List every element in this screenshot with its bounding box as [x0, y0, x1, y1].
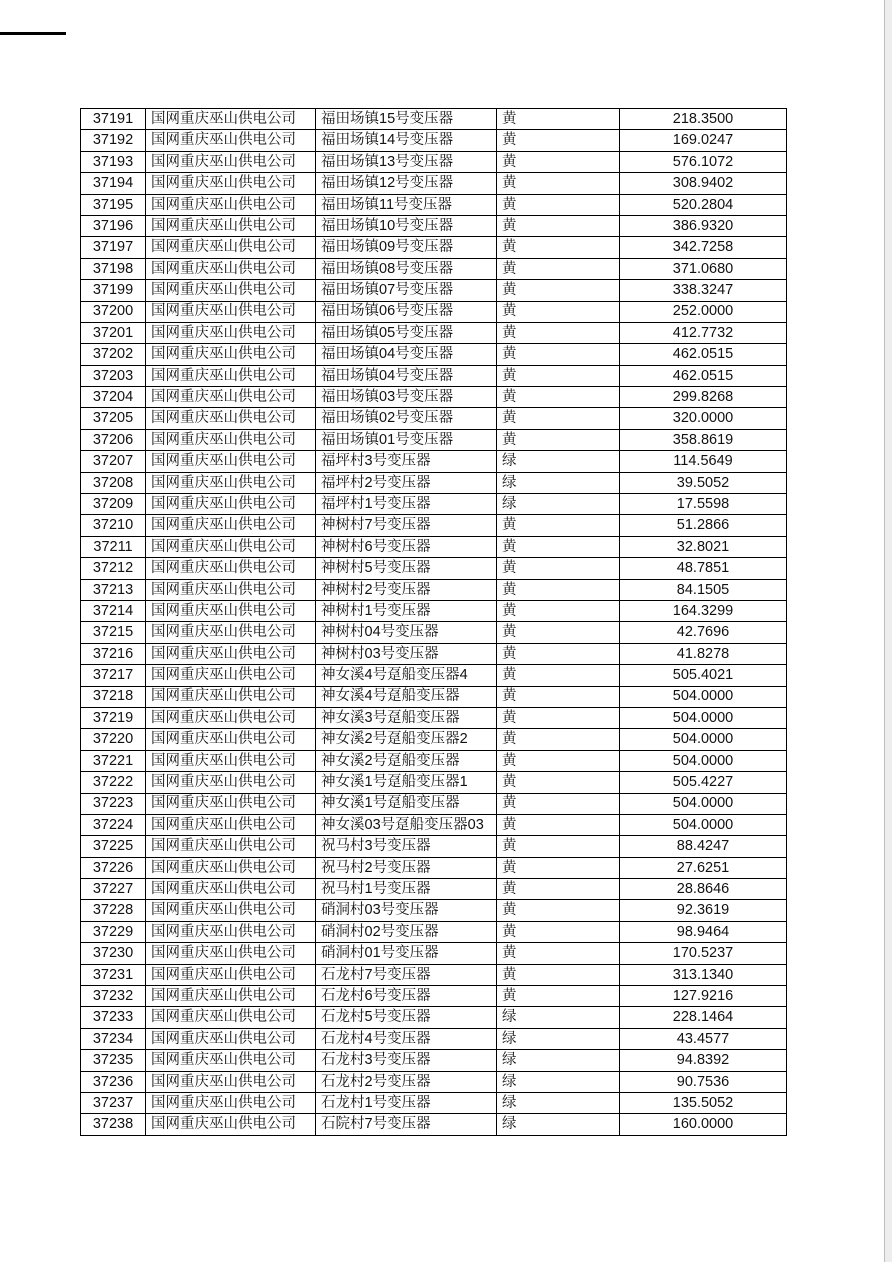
cell-device: 福坪村1号变压器 [316, 494, 497, 515]
table-row [81, 986, 787, 1007]
table-row [81, 387, 787, 408]
cell-status: 黄 [497, 215, 620, 236]
table-row [81, 194, 787, 215]
cell-device: 硝洞村02号变压器 [316, 921, 497, 942]
cell-company: 国网重庆巫山供电公司 [146, 429, 316, 450]
cell-company: 国网重庆巫山供电公司 [146, 408, 316, 429]
cell-status: 黄 [497, 793, 620, 814]
table-row [81, 215, 787, 236]
cell-device: 神女溪4号趸船变压器 [316, 686, 497, 707]
cell-status: 绿 [497, 1050, 620, 1071]
cell-company: 国网重庆巫山供电公司 [146, 130, 316, 151]
cell-status: 黄 [497, 921, 620, 942]
cell-status: 黄 [497, 558, 620, 579]
table-row [81, 109, 787, 130]
cell-device: 福坪村3号变压器 [316, 451, 497, 472]
cell-value: 164.3299 [620, 600, 787, 621]
table-row [81, 472, 787, 493]
cell-status: 黄 [497, 280, 620, 301]
cell-company: 国网重庆巫山供电公司 [146, 451, 316, 472]
cell-device: 福田场镇14号变压器 [316, 130, 497, 151]
cell-status: 绿 [497, 1071, 620, 1092]
cell-company: 国网重庆巫山供电公司 [146, 258, 316, 279]
cell-value: 169.0247 [620, 130, 787, 151]
cell-device: 神树村5号变压器 [316, 558, 497, 579]
cell-status: 绿 [497, 494, 620, 515]
cell-value: 32.8021 [620, 536, 787, 557]
cell-value: 371.0680 [620, 258, 787, 279]
cell-id: 37223 [81, 793, 146, 814]
cell-value: 462.0515 [620, 344, 787, 365]
cell-device: 石龙村7号变压器 [316, 964, 497, 985]
cell-status: 绿 [497, 451, 620, 472]
cell-value: 39.5052 [620, 472, 787, 493]
cell-value: 320.0000 [620, 408, 787, 429]
cell-status: 黄 [497, 173, 620, 194]
table-row [81, 964, 787, 985]
table-body [81, 109, 787, 1136]
cell-id: 37200 [81, 301, 146, 322]
cell-value: 358.8619 [620, 429, 787, 450]
table-row [81, 151, 787, 172]
cell-status: 黄 [497, 237, 620, 258]
table-row [81, 772, 787, 793]
cell-id: 37220 [81, 729, 146, 750]
cell-id: 37205 [81, 408, 146, 429]
cell-device: 福田场镇13号变压器 [316, 151, 497, 172]
cell-status: 绿 [497, 1007, 620, 1028]
cell-value: 505.4227 [620, 772, 787, 793]
cell-value: 94.8392 [620, 1050, 787, 1071]
cell-id: 37222 [81, 772, 146, 793]
cell-value: 42.7696 [620, 622, 787, 643]
cell-status: 黄 [497, 536, 620, 557]
table-row [81, 280, 787, 301]
cell-company: 国网重庆巫山供电公司 [146, 986, 316, 1007]
cell-id: 37198 [81, 258, 146, 279]
cell-value: 43.4577 [620, 1028, 787, 1049]
cell-id: 37233 [81, 1007, 146, 1028]
table-row [81, 622, 787, 643]
cell-status: 黄 [497, 322, 620, 343]
cell-value: 412.7732 [620, 322, 787, 343]
table-row [81, 686, 787, 707]
cell-company: 国网重庆巫山供电公司 [146, 921, 316, 942]
cell-value: 160.0000 [620, 1114, 787, 1135]
cell-value: 127.9216 [620, 986, 787, 1007]
cell-device: 神女溪3号趸船变压器 [316, 707, 497, 728]
transformer-table [80, 108, 787, 1136]
table-row [81, 130, 787, 151]
table-row [81, 365, 787, 386]
table-row [81, 857, 787, 878]
cell-company: 国网重庆巫山供电公司 [146, 151, 316, 172]
cell-status: 黄 [497, 408, 620, 429]
cell-device: 石龙村4号变压器 [316, 1028, 497, 1049]
cell-id: 37234 [81, 1028, 146, 1049]
cell-company: 国网重庆巫山供电公司 [146, 472, 316, 493]
cell-device: 福田场镇01号变压器 [316, 429, 497, 450]
cell-company: 国网重庆巫山供电公司 [146, 879, 316, 900]
cell-id: 37191 [81, 109, 146, 130]
cell-device: 神树村2号变压器 [316, 579, 497, 600]
cell-company: 国网重庆巫山供电公司 [146, 622, 316, 643]
cell-company: 国网重庆巫山供电公司 [146, 1092, 316, 1113]
cell-device: 神树村03号变压器 [316, 643, 497, 664]
cell-device: 神女溪2号趸船变压器 [316, 750, 497, 771]
cell-value: 504.0000 [620, 707, 787, 728]
cell-value: 51.2866 [620, 515, 787, 536]
cell-device: 福田场镇09号变压器 [316, 237, 497, 258]
cell-id: 37235 [81, 1050, 146, 1071]
cell-device: 祝马村2号变压器 [316, 857, 497, 878]
cell-value: 504.0000 [620, 793, 787, 814]
cell-company: 国网重庆巫山供电公司 [146, 900, 316, 921]
cell-device: 神女溪03号趸船变压器03 [316, 814, 497, 835]
cell-device: 福田场镇05号变压器 [316, 322, 497, 343]
table-row [81, 322, 787, 343]
window-right-edge [884, 0, 892, 1262]
cell-device: 祝马村1号变压器 [316, 879, 497, 900]
cell-id: 37236 [81, 1071, 146, 1092]
cell-id: 37221 [81, 750, 146, 771]
cell-id: 37202 [81, 344, 146, 365]
cell-id: 37197 [81, 237, 146, 258]
cell-id: 37192 [81, 130, 146, 151]
table-row [81, 600, 787, 621]
cell-id: 37227 [81, 879, 146, 900]
cell-status: 绿 [497, 472, 620, 493]
cell-company: 国网重庆巫山供电公司 [146, 814, 316, 835]
cell-value: 135.5052 [620, 1092, 787, 1113]
cell-company: 国网重庆巫山供电公司 [146, 322, 316, 343]
table-row [81, 408, 787, 429]
cell-device: 硝洞村01号变压器 [316, 943, 497, 964]
cell-company: 国网重庆巫山供电公司 [146, 237, 316, 258]
cell-device: 神树村1号变压器 [316, 600, 497, 621]
cell-value: 17.5598 [620, 494, 787, 515]
table-row [81, 451, 787, 472]
cell-device: 福田场镇12号变压器 [316, 173, 497, 194]
cell-company: 国网重庆巫山供电公司 [146, 301, 316, 322]
cell-status: 黄 [497, 964, 620, 985]
cell-company: 国网重庆巫山供电公司 [146, 387, 316, 408]
cell-value: 386.9320 [620, 215, 787, 236]
table-row [81, 1028, 787, 1049]
cell-id: 37211 [81, 536, 146, 557]
cell-device: 石龙村3号变压器 [316, 1050, 497, 1071]
cell-status: 黄 [497, 344, 620, 365]
cell-status: 黄 [497, 986, 620, 1007]
cell-company: 国网重庆巫山供电公司 [146, 1071, 316, 1092]
cell-status: 黄 [497, 729, 620, 750]
cell-device: 福田场镇08号变压器 [316, 258, 497, 279]
table-row [81, 1007, 787, 1028]
table-row [81, 900, 787, 921]
cell-status: 黄 [497, 814, 620, 835]
cell-device: 神树村7号变压器 [316, 515, 497, 536]
cell-device: 福田场镇04号变压器 [316, 365, 497, 386]
cell-status: 黄 [497, 387, 620, 408]
cell-company: 国网重庆巫山供电公司 [146, 515, 316, 536]
table-row [81, 344, 787, 365]
cell-status: 黄 [497, 194, 620, 215]
table-row [81, 707, 787, 728]
table-row [81, 836, 787, 857]
cell-device: 福田场镇15号变压器 [316, 109, 497, 130]
cell-value: 504.0000 [620, 729, 787, 750]
table-row [81, 558, 787, 579]
cell-company: 国网重庆巫山供电公司 [146, 1050, 316, 1071]
cell-company: 国网重庆巫山供电公司 [146, 600, 316, 621]
cell-id: 37204 [81, 387, 146, 408]
cell-id: 37206 [81, 429, 146, 450]
table-row [81, 494, 787, 515]
table-row [81, 237, 787, 258]
cell-id: 37199 [81, 280, 146, 301]
cell-value: 299.8268 [620, 387, 787, 408]
cell-value: 170.5237 [620, 943, 787, 964]
cell-company: 国网重庆巫山供电公司 [146, 109, 316, 130]
cell-value: 504.0000 [620, 686, 787, 707]
cell-company: 国网重庆巫山供电公司 [146, 215, 316, 236]
cell-id: 37217 [81, 665, 146, 686]
cell-id: 37224 [81, 814, 146, 835]
cell-status: 黄 [497, 109, 620, 130]
cell-company: 国网重庆巫山供电公司 [146, 686, 316, 707]
cell-id: 37218 [81, 686, 146, 707]
table-row [81, 536, 787, 557]
cell-id: 37212 [81, 558, 146, 579]
cell-value: 28.8646 [620, 879, 787, 900]
cell-company: 国网重庆巫山供电公司 [146, 558, 316, 579]
cell-device: 福田场镇03号变压器 [316, 387, 497, 408]
cell-device: 福田场镇06号变压器 [316, 301, 497, 322]
table-row [81, 793, 787, 814]
cell-value: 88.4247 [620, 836, 787, 857]
cell-value: 520.2804 [620, 194, 787, 215]
table-row [81, 429, 787, 450]
cell-device: 福坪村2号变压器 [316, 472, 497, 493]
cell-id: 37209 [81, 494, 146, 515]
cell-company: 国网重庆巫山供电公司 [146, 173, 316, 194]
cell-id: 37231 [81, 964, 146, 985]
cell-status: 绿 [497, 1028, 620, 1049]
cell-device: 福田场镇04号变压器 [316, 344, 497, 365]
cell-company: 国网重庆巫山供电公司 [146, 1007, 316, 1028]
cell-id: 37215 [81, 622, 146, 643]
cell-status: 黄 [497, 258, 620, 279]
table-row [81, 729, 787, 750]
cell-value: 504.0000 [620, 814, 787, 835]
table-row [81, 301, 787, 322]
table-row [81, 643, 787, 664]
cell-id: 37193 [81, 151, 146, 172]
cell-id: 37203 [81, 365, 146, 386]
cell-status: 黄 [497, 665, 620, 686]
cell-status: 黄 [497, 130, 620, 151]
cell-value: 98.9464 [620, 921, 787, 942]
cell-company: 国网重庆巫山供电公司 [146, 1028, 316, 1049]
cell-id: 37237 [81, 1092, 146, 1113]
cell-status: 黄 [497, 686, 620, 707]
cell-company: 国网重庆巫山供电公司 [146, 494, 316, 515]
table-row [81, 814, 787, 835]
cell-device: 福田场镇10号变压器 [316, 215, 497, 236]
cell-status: 黄 [497, 365, 620, 386]
cell-id: 37228 [81, 900, 146, 921]
cell-id: 37238 [81, 1114, 146, 1135]
cell-status: 黄 [497, 772, 620, 793]
cell-status: 黄 [497, 643, 620, 664]
cell-id: 37194 [81, 173, 146, 194]
cell-company: 国网重庆巫山供电公司 [146, 365, 316, 386]
cell-value: 114.5649 [620, 451, 787, 472]
cell-value: 84.1505 [620, 579, 787, 600]
cell-company: 国网重庆巫山供电公司 [146, 579, 316, 600]
cell-device: 神女溪2号趸船变压器2 [316, 729, 497, 750]
cell-status: 黄 [497, 879, 620, 900]
cell-value: 338.3247 [620, 280, 787, 301]
cell-company: 国网重庆巫山供电公司 [146, 536, 316, 557]
cell-value: 92.3619 [620, 900, 787, 921]
cell-device: 神树村6号变压器 [316, 536, 497, 557]
cell-status: 黄 [497, 943, 620, 964]
cell-device: 硝洞村03号变压器 [316, 900, 497, 921]
table-row [81, 579, 787, 600]
cell-id: 37226 [81, 857, 146, 878]
cell-status: 黄 [497, 429, 620, 450]
cell-value: 218.3500 [620, 109, 787, 130]
cell-id: 37230 [81, 943, 146, 964]
cell-id: 37225 [81, 836, 146, 857]
cell-status: 黄 [497, 600, 620, 621]
cell-id: 37214 [81, 600, 146, 621]
cell-status: 绿 [497, 1092, 620, 1113]
cell-company: 国网重庆巫山供电公司 [146, 943, 316, 964]
cell-value: 313.1340 [620, 964, 787, 985]
cell-status: 黄 [497, 857, 620, 878]
cell-company: 国网重庆巫山供电公司 [146, 280, 316, 301]
cell-company: 国网重庆巫山供电公司 [146, 194, 316, 215]
cell-id: 37216 [81, 643, 146, 664]
cell-status: 黄 [497, 301, 620, 322]
cell-id: 37232 [81, 986, 146, 1007]
cell-value: 576.1072 [620, 151, 787, 172]
cell-device: 石龙村6号变压器 [316, 986, 497, 1007]
cell-company: 国网重庆巫山供电公司 [146, 836, 316, 857]
cell-value: 462.0515 [620, 365, 787, 386]
cell-value: 90.7536 [620, 1071, 787, 1092]
cell-value: 252.0000 [620, 301, 787, 322]
page-edge-mark [0, 32, 66, 35]
cell-value: 48.7851 [620, 558, 787, 579]
cell-id: 37219 [81, 707, 146, 728]
table-row [81, 921, 787, 942]
cell-device: 祝马村3号变压器 [316, 836, 497, 857]
cell-device: 石龙村2号变压器 [316, 1071, 497, 1092]
cell-value: 505.4021 [620, 665, 787, 686]
cell-id: 37207 [81, 451, 146, 472]
cell-device: 福田场镇02号变压器 [316, 408, 497, 429]
cell-status: 绿 [497, 1114, 620, 1135]
cell-device: 神树村04号变压器 [316, 622, 497, 643]
cell-company: 国网重庆巫山供电公司 [146, 707, 316, 728]
cell-status: 黄 [497, 579, 620, 600]
cell-id: 37213 [81, 579, 146, 600]
cell-device: 福田场镇11号变压器 [316, 194, 497, 215]
cell-id: 37196 [81, 215, 146, 236]
cell-status: 黄 [497, 707, 620, 728]
cell-value: 27.6251 [620, 857, 787, 878]
cell-status: 黄 [497, 836, 620, 857]
cell-status: 黄 [497, 151, 620, 172]
cell-status: 黄 [497, 750, 620, 771]
table-row [81, 515, 787, 536]
cell-company: 国网重庆巫山供电公司 [146, 643, 316, 664]
cell-id: 37208 [81, 472, 146, 493]
table-row [81, 1092, 787, 1113]
cell-device: 石龙村5号变压器 [316, 1007, 497, 1028]
cell-company: 国网重庆巫山供电公司 [146, 665, 316, 686]
table-row [81, 665, 787, 686]
cell-id: 37210 [81, 515, 146, 536]
cell-company: 国网重庆巫山供电公司 [146, 1114, 316, 1135]
cell-company: 国网重庆巫山供电公司 [146, 793, 316, 814]
cell-company: 国网重庆巫山供电公司 [146, 857, 316, 878]
cell-device: 福田场镇07号变压器 [316, 280, 497, 301]
cell-id: 37195 [81, 194, 146, 215]
cell-device: 神女溪4号趸船变压器4 [316, 665, 497, 686]
cell-value: 342.7258 [620, 237, 787, 258]
cell-value: 228.1464 [620, 1007, 787, 1028]
table-row [81, 750, 787, 771]
table-row [81, 1071, 787, 1092]
cell-value: 308.9402 [620, 173, 787, 194]
table-row [81, 943, 787, 964]
cell-device: 神女溪1号趸船变压器 [316, 793, 497, 814]
table-row [81, 258, 787, 279]
cell-value: 504.0000 [620, 750, 787, 771]
cell-device: 石院村7号变压器 [316, 1114, 497, 1135]
cell-company: 国网重庆巫山供电公司 [146, 772, 316, 793]
cell-id: 37201 [81, 322, 146, 343]
table-row [81, 879, 787, 900]
cell-status: 黄 [497, 622, 620, 643]
table-row [81, 1114, 787, 1135]
cell-company: 国网重庆巫山供电公司 [146, 344, 316, 365]
cell-device: 神女溪1号趸船变压器1 [316, 772, 497, 793]
table-row [81, 1050, 787, 1071]
cell-status: 黄 [497, 515, 620, 536]
cell-id: 37229 [81, 921, 146, 942]
cell-company: 国网重庆巫山供电公司 [146, 750, 316, 771]
cell-company: 国网重庆巫山供电公司 [146, 729, 316, 750]
cell-status: 黄 [497, 900, 620, 921]
cell-device: 石龙村1号变压器 [316, 1092, 497, 1113]
cell-value: 41.8278 [620, 643, 787, 664]
table-row [81, 173, 787, 194]
cell-company: 国网重庆巫山供电公司 [146, 964, 316, 985]
